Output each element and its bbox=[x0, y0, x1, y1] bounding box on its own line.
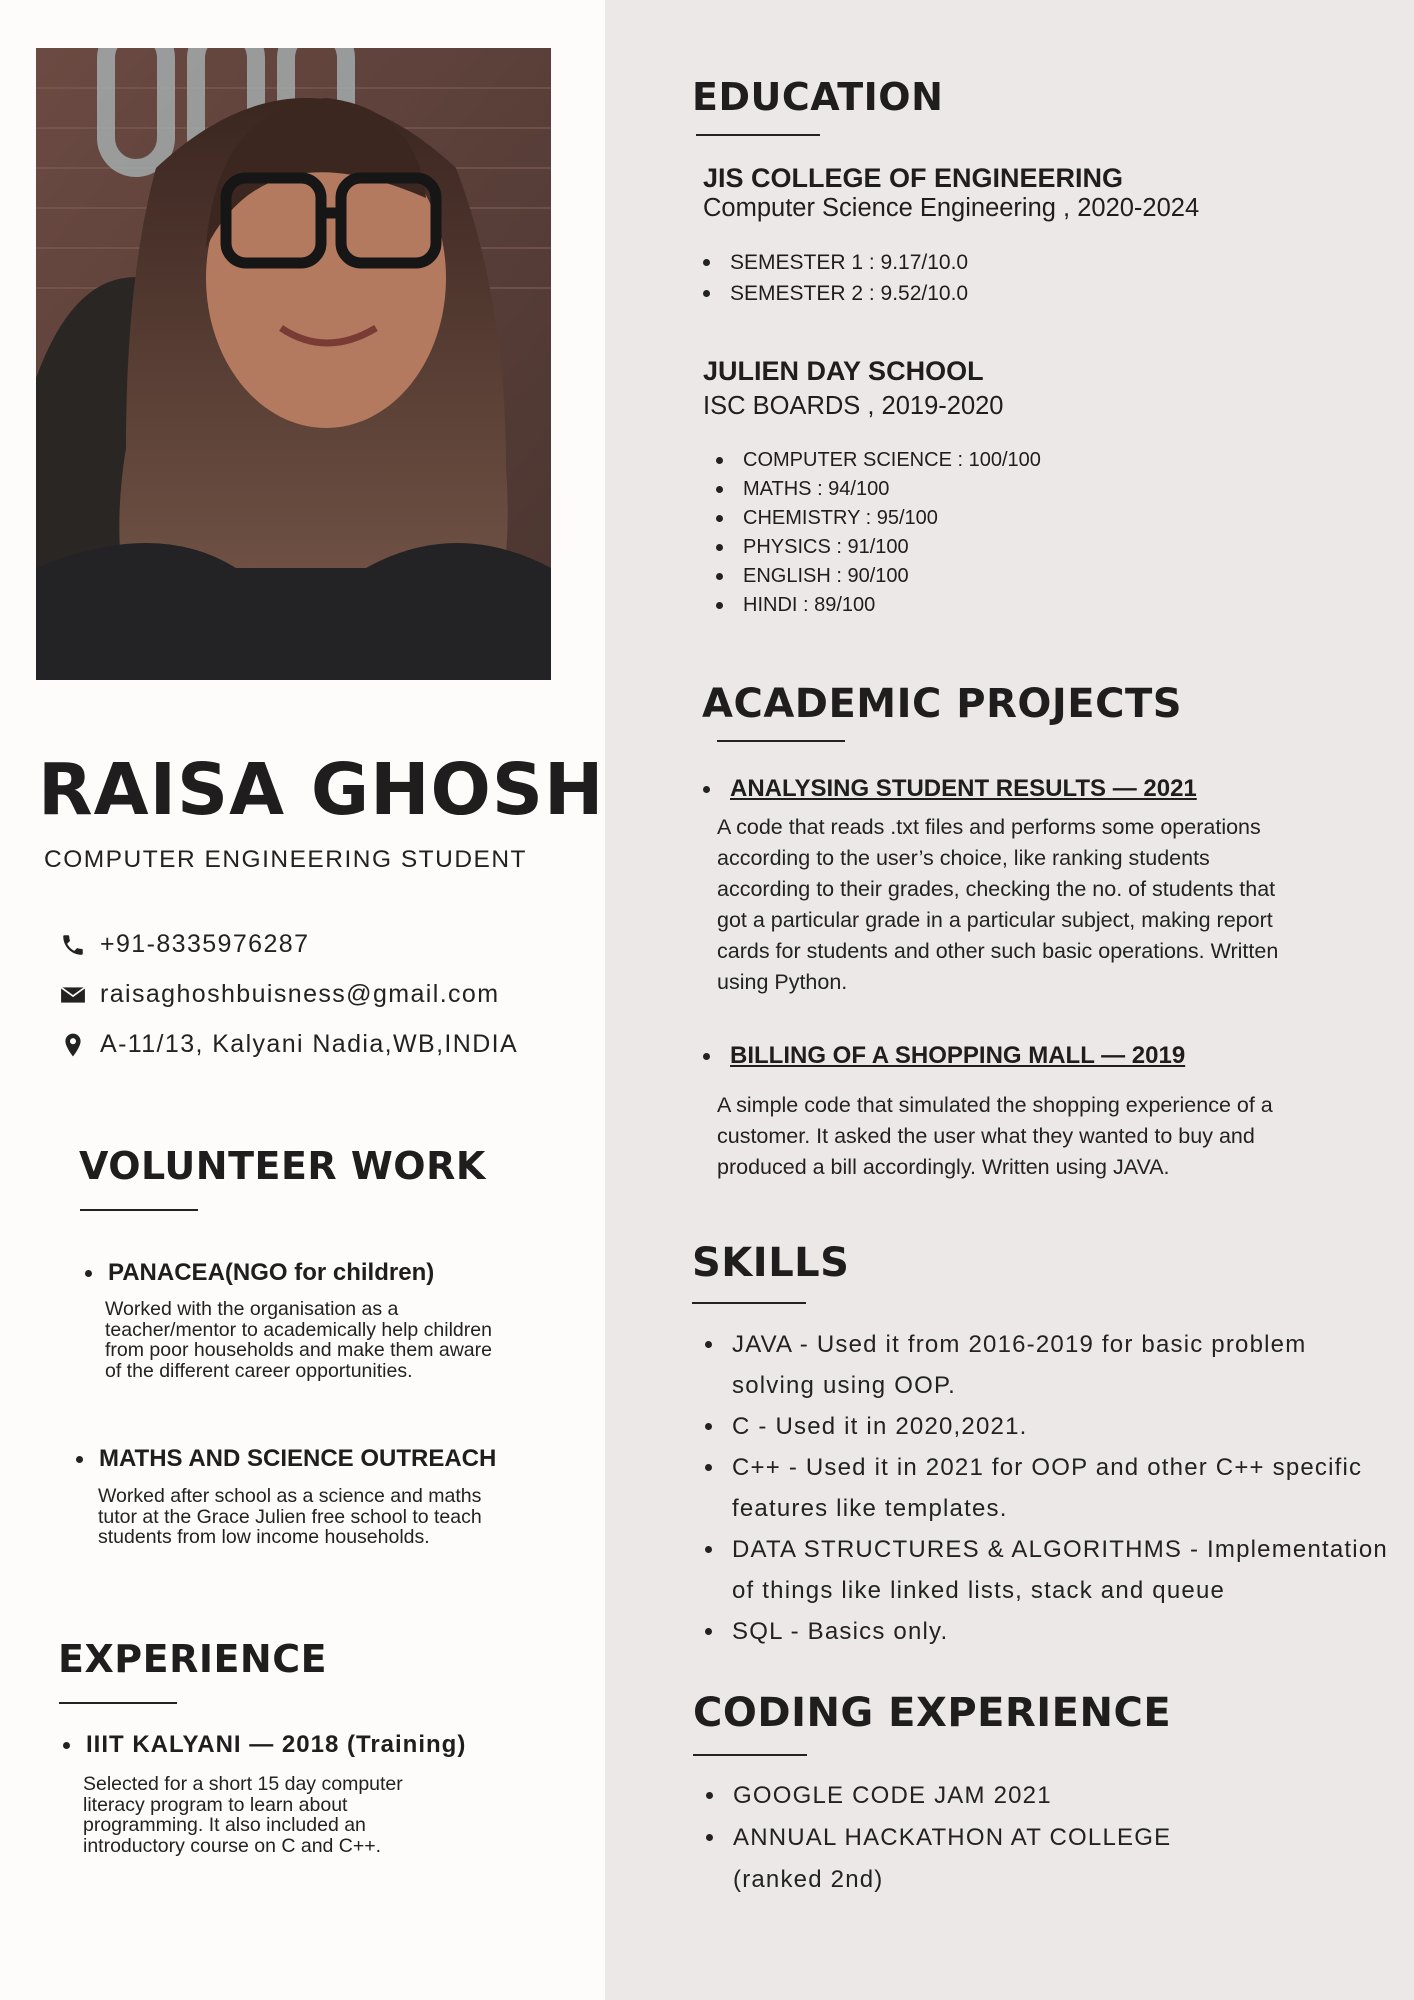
education-divider bbox=[696, 134, 820, 136]
phone-icon bbox=[60, 932, 86, 958]
location-icon bbox=[60, 1032, 86, 1058]
skills-divider bbox=[692, 1302, 806, 1304]
volunteer-item-title bbox=[85, 1259, 434, 1287]
email-icon bbox=[60, 982, 86, 1008]
project-desc: A code that reads .txt files and performs some operations according to the user’s choice, like ranking students according to their grades, checking the no. of students that got a particular grade in a particular subject, making report cards for students and other such basic operations. Written using Python. bbox=[717, 815, 1279, 994]
projects-heading: ACADEMIC PROJECTS bbox=[702, 681, 1183, 727]
grades-list bbox=[716, 446, 1041, 620]
coding-item: ANNUAL HACKATHON AT COLLEGE (ranked 2nd) bbox=[704, 1817, 1204, 1901]
email-address: raisaghoshbuisness@gmail.com bbox=[100, 980, 500, 1008]
grade-item: CHEMISTRY : 95/100 bbox=[716, 504, 1041, 533]
bullet-icon bbox=[703, 786, 710, 793]
bullet-icon bbox=[63, 1742, 70, 1749]
volunteer-item-title-text: MATHS AND SCIENCE OUTREACH bbox=[99, 1445, 497, 1472]
volunteer-item-title bbox=[76, 1445, 496, 1473]
volunteer-item-desc: Worked after school as a science and maths tutor at the Grace Julien free school to teach students from low income households. bbox=[98, 1485, 482, 1548]
full-name: RAISA GHOSH bbox=[38, 748, 605, 831]
volunteer-heading: VOLUNTEER WORK bbox=[79, 1144, 486, 1188]
education-heading: EDUCATION bbox=[692, 75, 944, 119]
coding-divider bbox=[693, 1754, 807, 1756]
grade-item: SEMESTER 2 : 9.52/10.0 bbox=[703, 278, 968, 309]
experience-item-desc: Selected for a short 15 day computer literacy program to learn about programming. It also included an introductory course on C and C++. bbox=[83, 1773, 403, 1857]
job-title: COMPUTER ENGINEERING STUDENT bbox=[44, 846, 528, 873]
grade-item: HINDI : 89/100 bbox=[716, 591, 1041, 620]
grade-item: ENGLISH : 90/100 bbox=[716, 562, 1041, 591]
bullet-icon bbox=[85, 1270, 92, 1277]
contact-phone[interactable] bbox=[60, 930, 309, 959]
contact-email[interactable] bbox=[60, 980, 499, 1009]
school-detail: Computer Science Engineering , 2020-2024 bbox=[703, 194, 1200, 222]
coding-list bbox=[704, 1775, 1204, 1901]
contact-address bbox=[60, 1030, 518, 1059]
project-title-text: BILLING OF A SHOPPING MALL — 2019 bbox=[730, 1042, 1186, 1069]
experience-divider bbox=[59, 1702, 177, 1704]
school-name: JIS COLLEGE OF ENGINEERING bbox=[703, 163, 1124, 193]
skills-list bbox=[703, 1324, 1393, 1652]
grades-list bbox=[703, 247, 968, 309]
skill-item: JAVA - Used it from 2016-2019 for basic problem solving using OOP. bbox=[703, 1324, 1393, 1406]
grade-item: SEMESTER 1 : 9.17/10.0 bbox=[703, 247, 968, 278]
experience-heading: EXPERIENCE bbox=[58, 1637, 328, 1681]
volunteer-item-desc: Worked with the organisation as a teacher/mentor to academically help children from poor households and make them aware of the different career opportunities. bbox=[105, 1298, 492, 1382]
experience-item-title bbox=[63, 1731, 466, 1759]
grade-item: PHYSICS : 91/100 bbox=[716, 533, 1041, 562]
coding-heading: CODING EXPERIENCE bbox=[693, 1690, 1172, 1736]
projects-divider bbox=[717, 740, 845, 742]
bullet-icon bbox=[76, 1456, 83, 1463]
skill-item: DATA STRUCTURES & ALGORITHMS - Implementation of things like linked lists, stack and queue bbox=[703, 1529, 1393, 1611]
profile-photo bbox=[36, 48, 551, 680]
bullet-icon bbox=[703, 1053, 710, 1060]
address: A-11/13, Kalyani Nadia,WB,INDIA bbox=[100, 1030, 519, 1058]
project-title bbox=[703, 1042, 1185, 1070]
skill-item: C++ - Used it in 2021 for OOP and other C++ specific features like templates. bbox=[703, 1447, 1393, 1529]
experience-item-title-text: IIIT KALYANI — 2018 (Training) bbox=[86, 1731, 467, 1758]
volunteer-divider bbox=[80, 1209, 198, 1211]
grade-item: COMPUTER SCIENCE : 100/100 bbox=[716, 446, 1041, 475]
phone-number: +91-8335976287 bbox=[100, 930, 310, 958]
school-detail: ISC BOARDS , 2019-2020 bbox=[703, 392, 1004, 420]
project-title-text: ANALYSING STUDENT RESULTS — 2021 bbox=[730, 775, 1197, 802]
volunteer-item-title-text: PANACEA(NGO for children) bbox=[108, 1259, 435, 1286]
skill-item: C - Used it in 2020,2021. bbox=[703, 1406, 1393, 1447]
skills-heading: SKILLS bbox=[692, 1240, 850, 1286]
project-title bbox=[703, 775, 1197, 803]
coding-item: GOOGLE CODE JAM 2021 bbox=[704, 1775, 1204, 1817]
skill-item: SQL - Basics only. bbox=[703, 1611, 1393, 1652]
school-name: JULIEN DAY SCHOOL bbox=[703, 356, 984, 386]
project-desc: A simple code that simulated the shopping experience of a customer. It asked the user what they wanted to buy and produced a bill accordingly. Written using JAVA. bbox=[717, 1093, 1273, 1179]
grade-item: MATHS : 94/100 bbox=[716, 475, 1041, 504]
